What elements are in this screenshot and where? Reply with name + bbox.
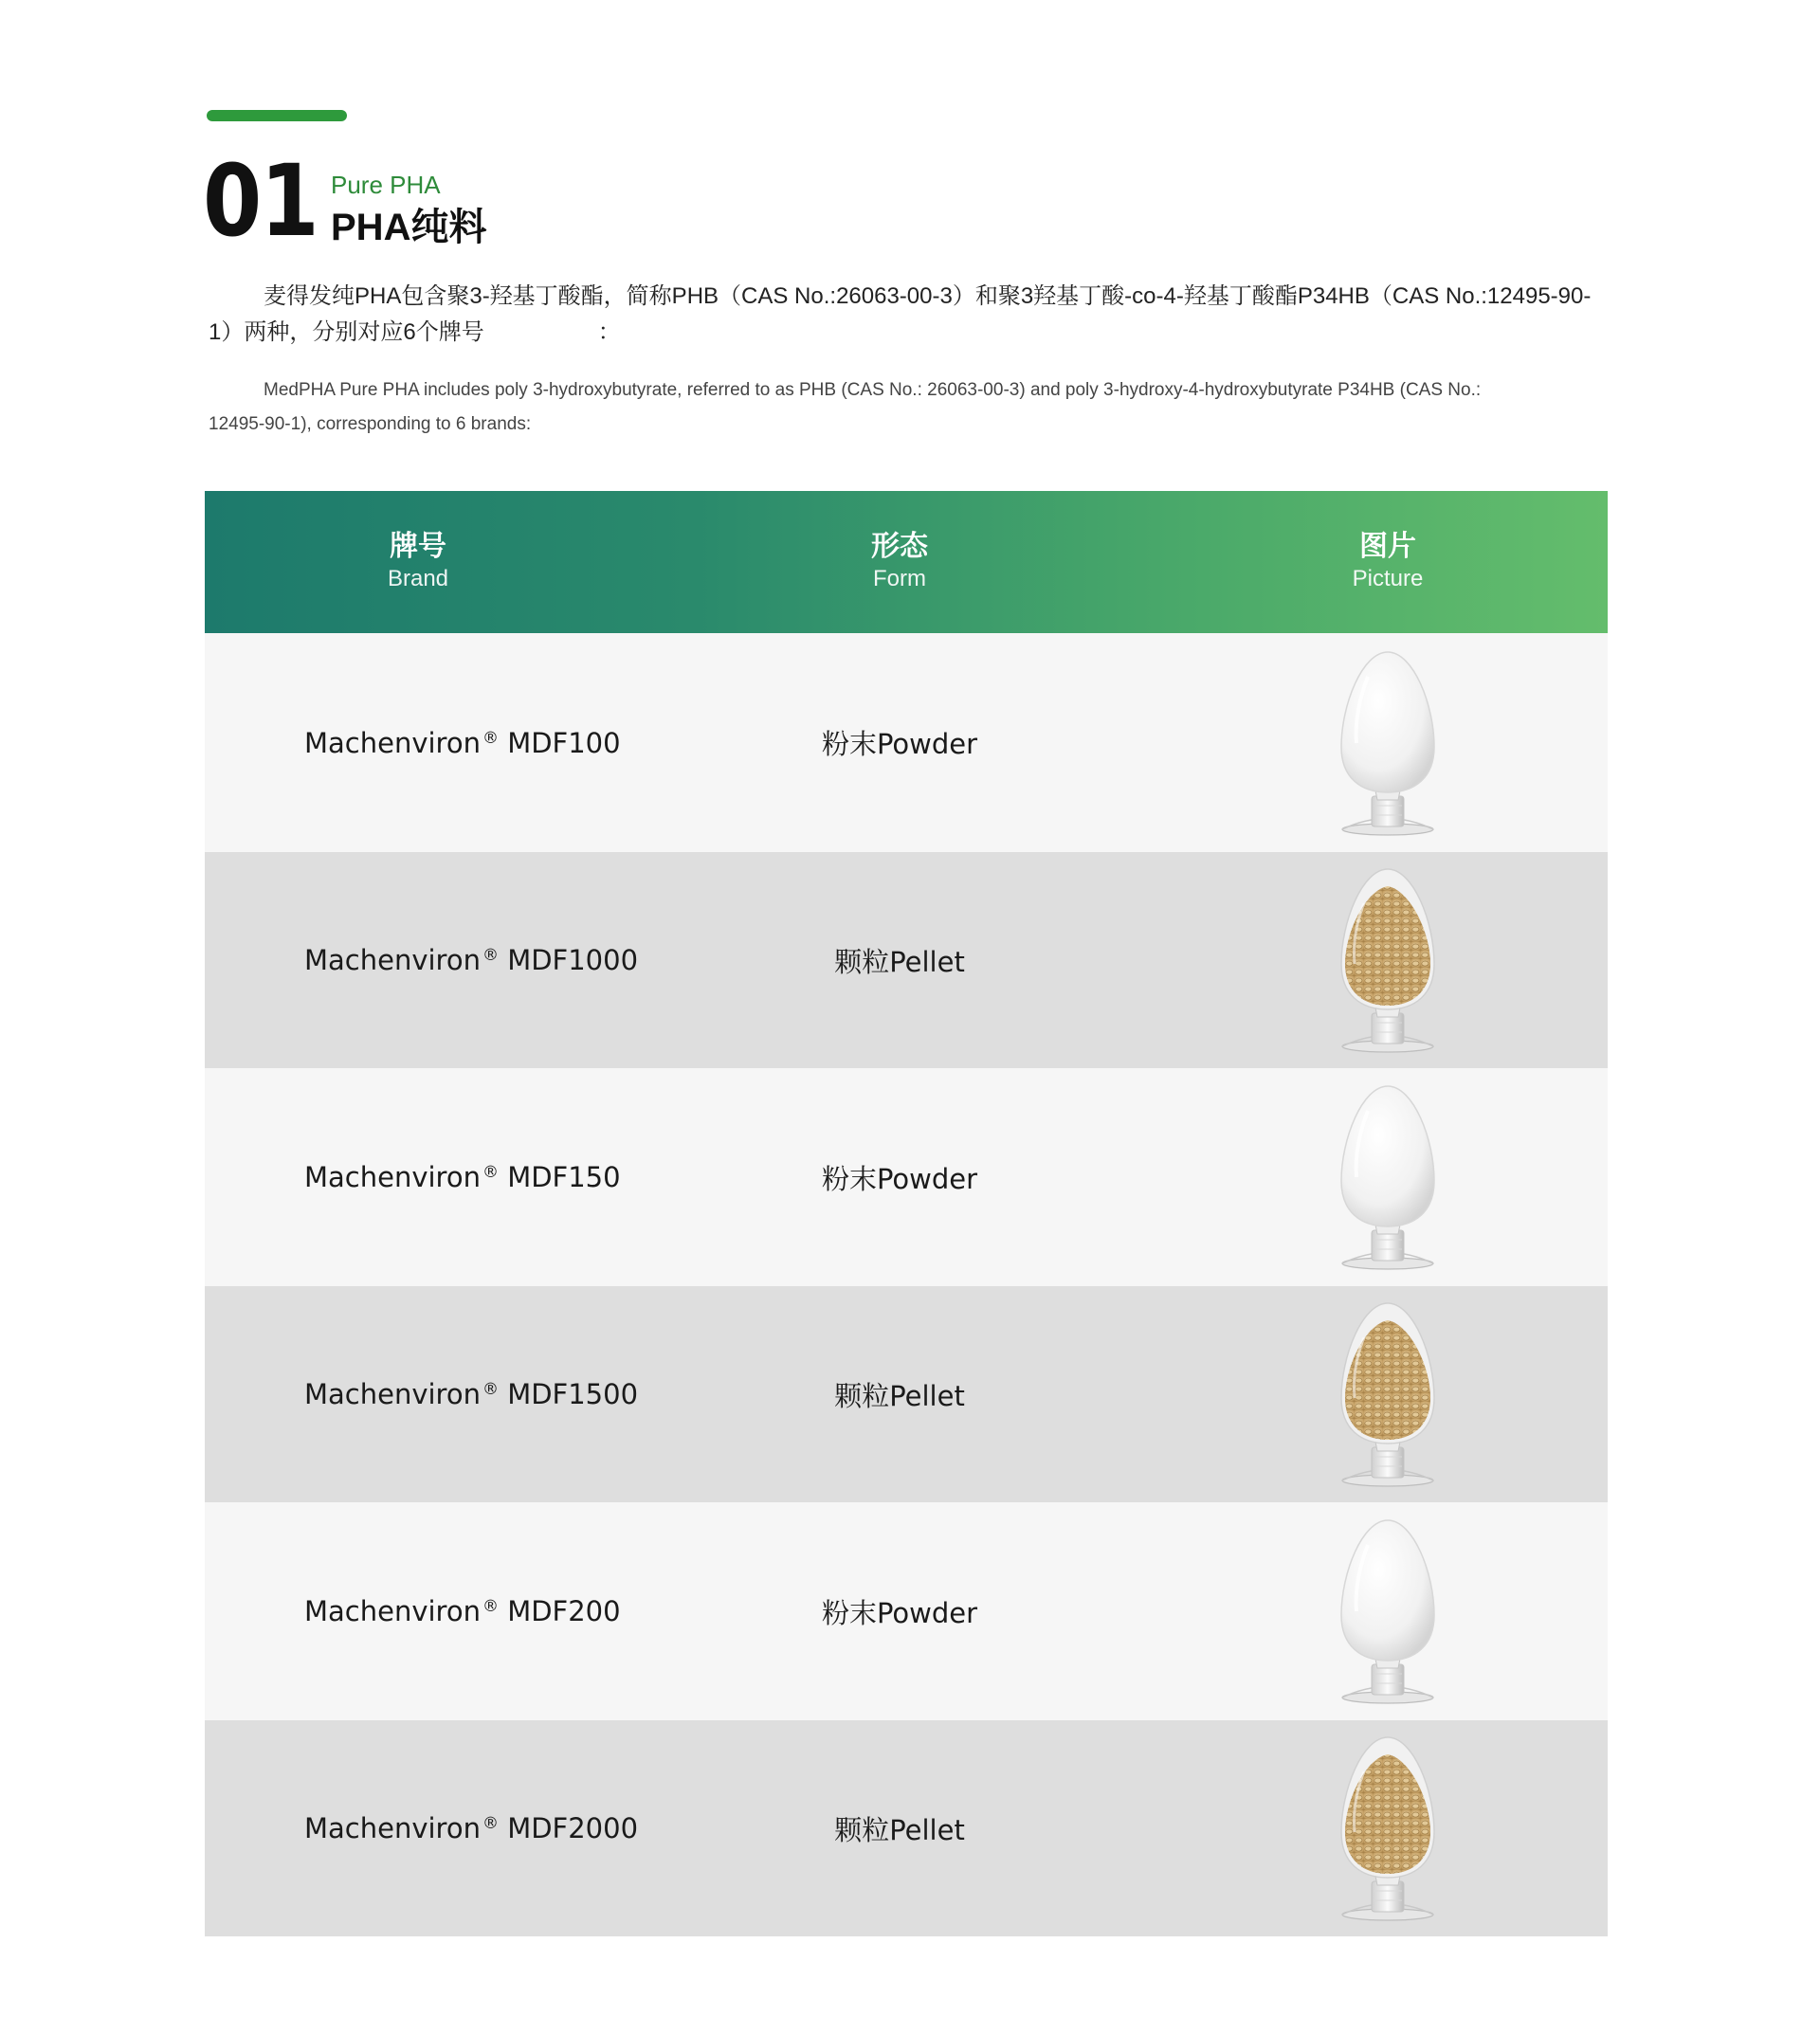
header-brand	[205, 491, 631, 633]
header-brand-en: Brand	[387, 566, 449, 591]
section-title-zh: PHA纯料	[331, 207, 487, 248]
header-form-zh: 形态	[871, 531, 928, 562]
form-cell: 粉末Powder	[821, 1162, 978, 1195]
brand-model: MDF100	[507, 726, 621, 759]
table-header	[205, 491, 1608, 633]
brand-name: Machenviron	[304, 1378, 481, 1410]
brand-model: MDF1000	[507, 944, 639, 976]
table-row	[205, 633, 1608, 852]
table-row	[205, 1502, 1608, 1720]
table-row	[205, 852, 1608, 1068]
header-picture	[1168, 491, 1608, 633]
brand-cell	[205, 1161, 631, 1193]
brand-model: MDF2000	[507, 1812, 639, 1844]
table-row	[205, 1068, 1608, 1286]
picture-cell	[1168, 1728, 1608, 1929]
picture-cell	[1168, 648, 1608, 838]
pellet-bottle-icon	[1336, 1294, 1440, 1495]
registered-mark: ®	[482, 1380, 499, 1399]
form-cell: 颗粒Pellet	[834, 945, 965, 978]
picture-cell	[1168, 860, 1608, 1061]
header-picture-zh: 图片	[1359, 531, 1416, 562]
header-brand-zh: 牌号	[390, 531, 446, 562]
registered-mark: ®	[482, 1597, 499, 1616]
brand-cell	[205, 1378, 639, 1410]
intro-text-en: MedPHA Pure PHA includes poly 3-hydroxybutyrate, referred to as PHB (CAS No.: 26063-00-3) and poly 3-hydroxy-4-hydroxybutyrate P34HB (CAS No.: 12495-90-1), corresponding to 6 brands:	[209, 380, 1482, 434]
brand-cell	[205, 1595, 631, 1627]
brand-cell	[205, 1812, 639, 1844]
brand-name: Machenviron	[304, 1595, 481, 1627]
header-form-en: Form	[873, 566, 926, 591]
brand-name: Machenviron	[304, 1161, 481, 1193]
section-title-en: Pure PHA	[331, 171, 441, 199]
powder-bottle-icon	[1336, 648, 1440, 838]
form-cell: 颗粒Pellet	[834, 1379, 965, 1412]
accent-bar	[207, 110, 347, 121]
brand-model: MDF1500	[507, 1378, 639, 1410]
table-body	[205, 633, 1608, 1936]
header-picture-en: Picture	[1352, 566, 1424, 591]
pellet-bottle-icon	[1336, 860, 1440, 1061]
brand-model: MDF200	[507, 1595, 621, 1627]
brand-name: Machenviron	[304, 944, 481, 976]
picture-cell	[1168, 1294, 1608, 1495]
picture-cell	[1168, 1077, 1608, 1278]
picture-cell	[1168, 1511, 1608, 1712]
form-cell: 颗粒Pellet	[834, 1813, 965, 1846]
form-cell: 粉末Powder	[821, 728, 978, 760]
brand-table	[205, 491, 1608, 1936]
registered-mark: ®	[482, 728, 499, 748]
table-row	[205, 1720, 1608, 1936]
pellet-bottle-icon	[1336, 1728, 1440, 1929]
intro-text-zh: 麦得发纯PHA包含聚3-羟基丁酸酯，简称PHB（CAS No.:26063-00-3）和聚3羟基丁酸-co-4-羟基丁酸酯P34HB（CAS No.:12495-90-1）两种，分别对应6个牌号 ：	[209, 283, 1592, 345]
form-cell: 粉末Powder	[821, 1596, 978, 1629]
header-form	[631, 491, 1168, 633]
registered-mark: ®	[482, 1163, 499, 1182]
brand-cell	[205, 944, 639, 976]
section-number: 01	[203, 143, 318, 259]
powder-bottle-icon	[1336, 1511, 1440, 1712]
brand-name: Machenviron	[304, 1812, 481, 1844]
registered-mark: ®	[482, 946, 499, 965]
registered-mark: ®	[482, 1814, 499, 1833]
brand-model: MDF150	[507, 1161, 621, 1193]
table-row	[205, 1286, 1608, 1502]
brand-cell	[205, 727, 631, 759]
brand-name: Machenviron	[304, 726, 481, 759]
powder-bottle-icon	[1336, 1077, 1440, 1278]
